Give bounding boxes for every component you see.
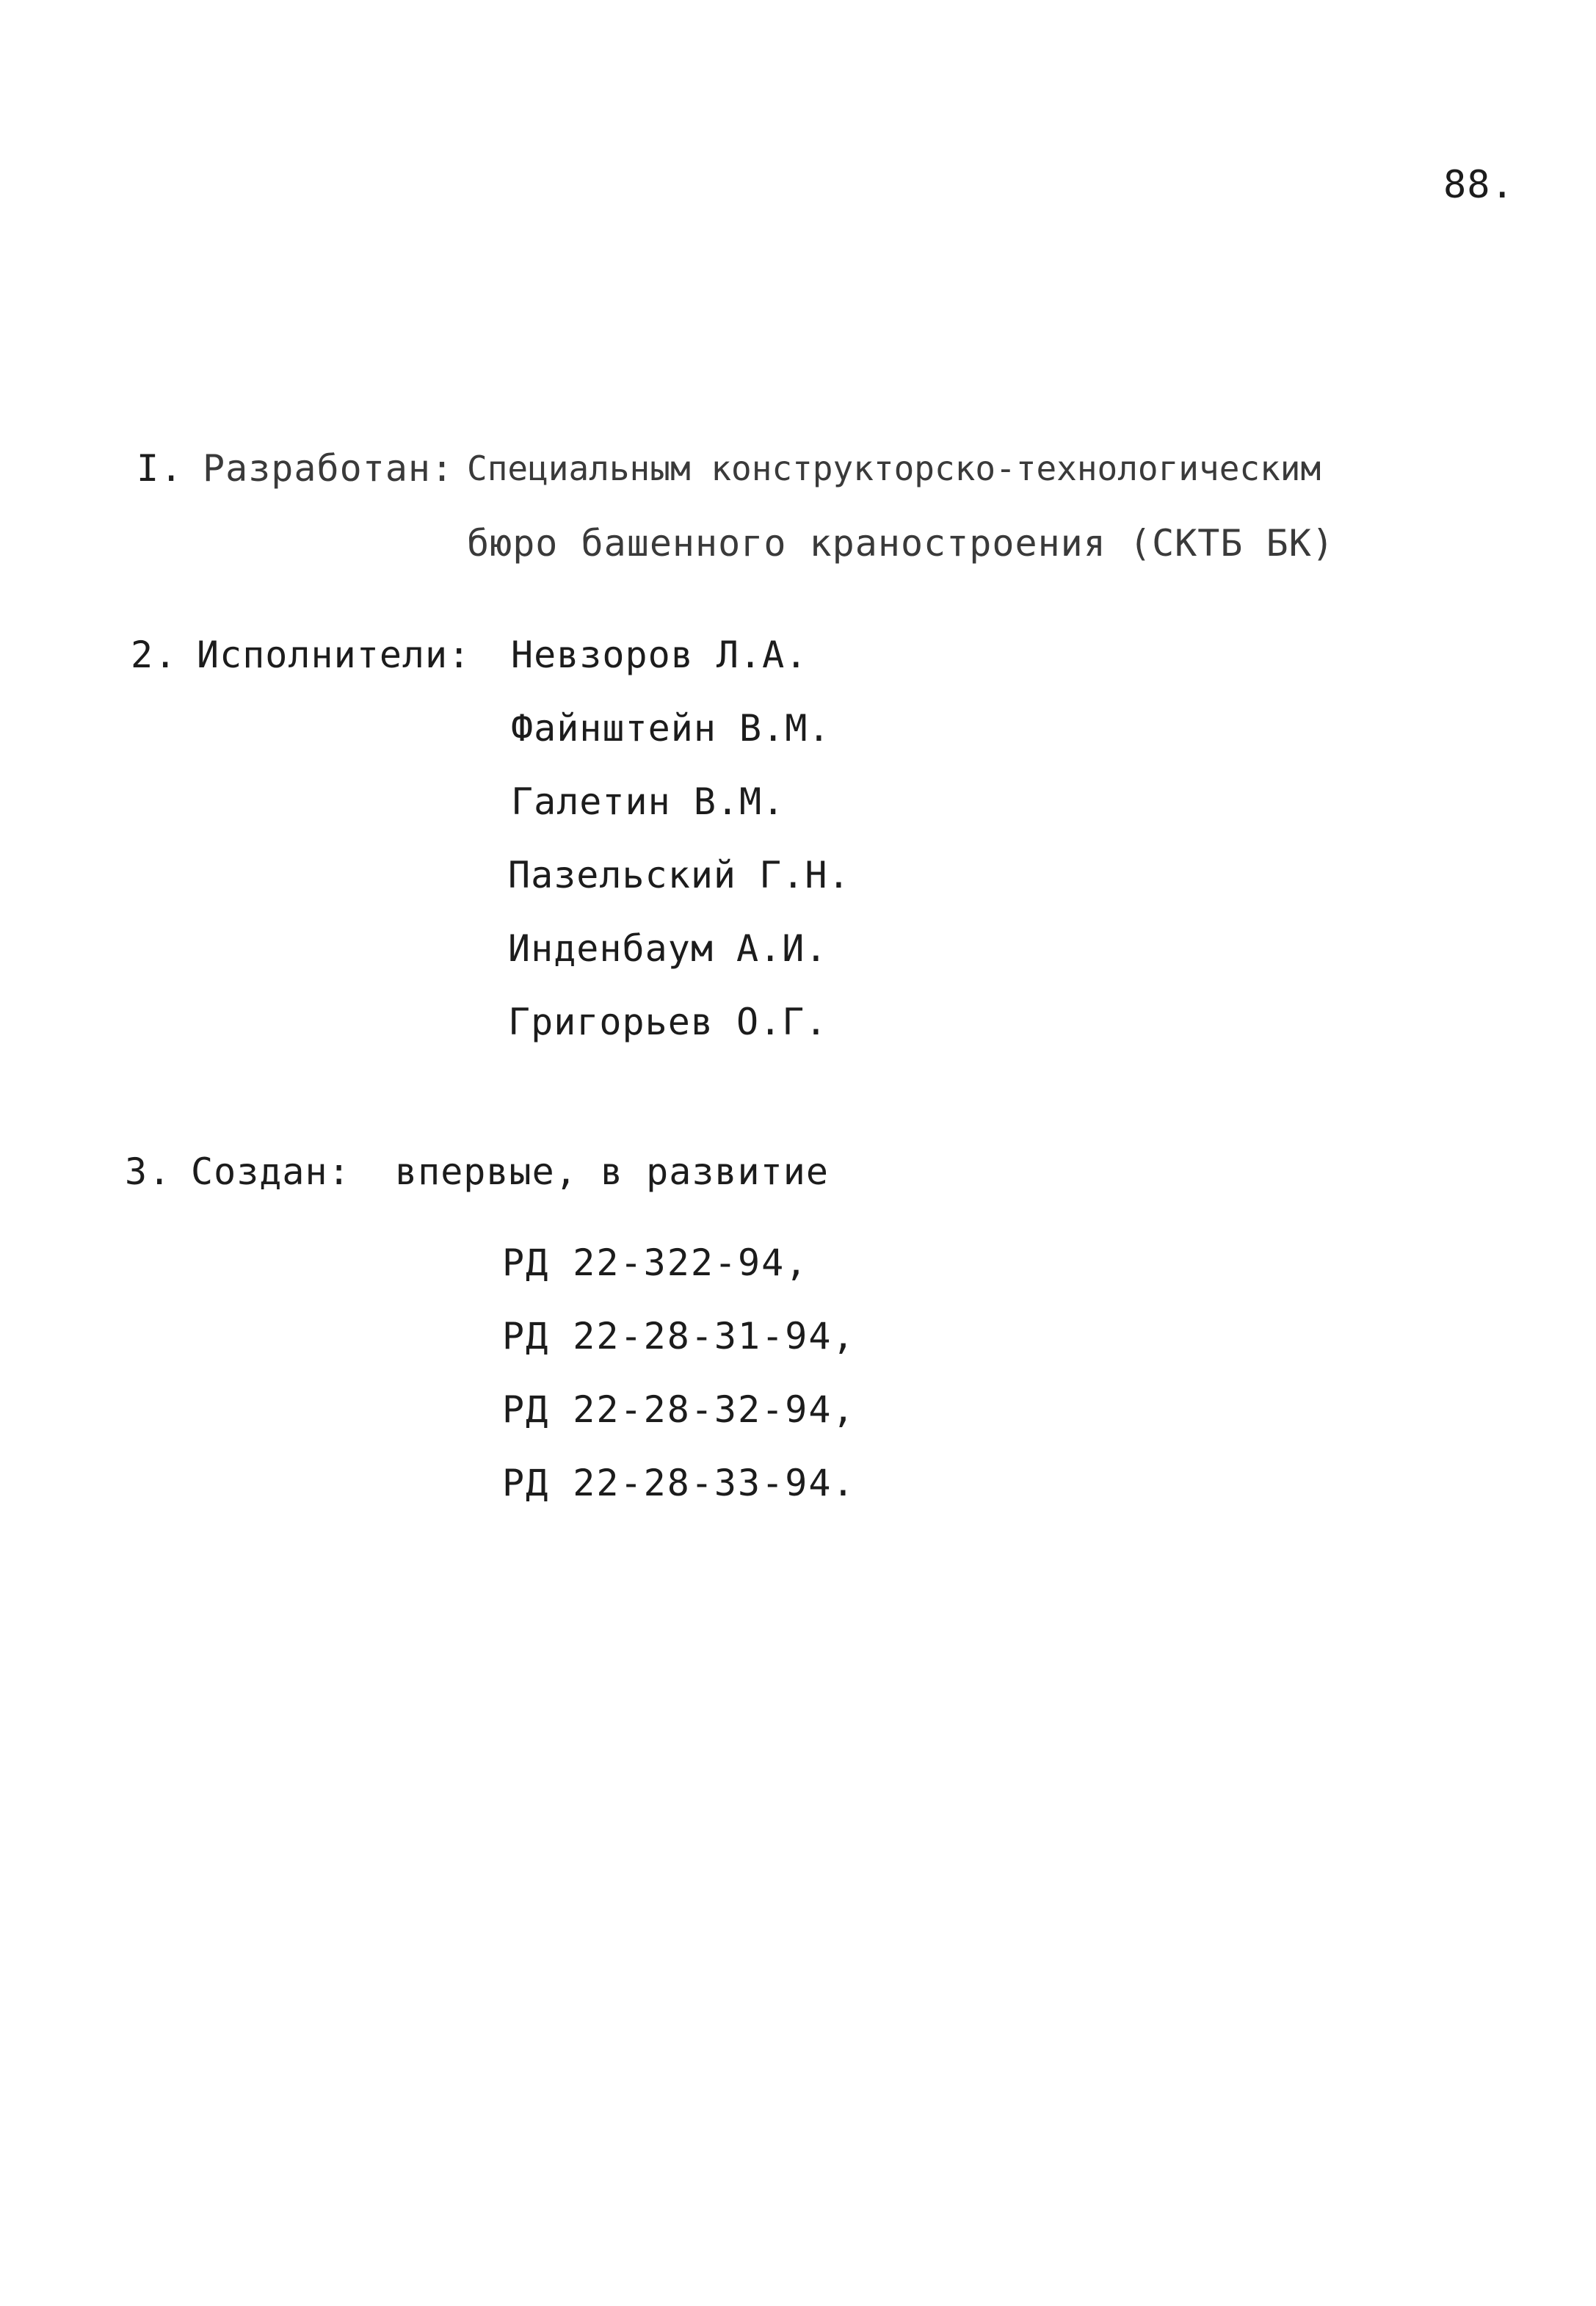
- section1-number: I.: [137, 447, 184, 490]
- document-reference: РД 22-322-94,: [502, 1241, 809, 1284]
- performer-name: Невзоров Л.А.: [511, 634, 808, 676]
- section1-text-line2: бюро башенного краностроения (СКТБ БК): [467, 522, 1335, 565]
- section2-label: Исполнители:: [197, 634, 471, 676]
- performer-name: Григорьев О.Г.: [508, 1001, 828, 1043]
- section3-label: Создан:: [191, 1150, 351, 1193]
- performer-name: Файнштейн В.М.: [511, 707, 831, 750]
- section2-number: 2.: [131, 634, 178, 676]
- document-reference: РД 22-28-32-94,: [502, 1388, 856, 1431]
- section1-text-line1: Специальным конструкторско-технологическим: [467, 449, 1321, 488]
- document-reference: РД 22-28-33-94.: [502, 1462, 856, 1504]
- section3-number: 3.: [125, 1150, 173, 1193]
- performer-name: Галетин В.М.: [511, 780, 786, 823]
- section1-label: Разработан:: [203, 447, 454, 490]
- document-reference: РД 22-28-31-94,: [502, 1315, 856, 1357]
- performer-name: Пазельский Г.Н.: [508, 854, 851, 896]
- page-number: 88.: [1443, 163, 1515, 207]
- section3-text: впервые, в развитие: [395, 1150, 829, 1193]
- performer-name: Инденбаум А.И.: [508, 927, 828, 970]
